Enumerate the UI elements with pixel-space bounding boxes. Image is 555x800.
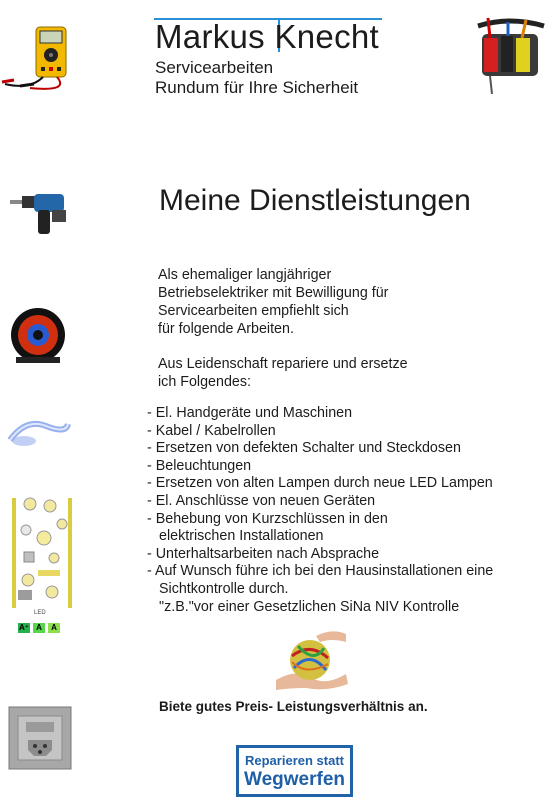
repair-badge	[236, 745, 353, 797]
list-item: - El. Handgeräte und Maschinen	[147, 405, 353, 421]
intro-line-3: Servicearbeiten empfiehlt sich	[158, 303, 349, 319]
list-item: - Behebung von Kurzschlüssen in den	[147, 510, 388, 527]
list-item-continuation: "z.B."vor einer Gesetzlichen SiNa NIV Kontrolle	[159, 598, 460, 615]
services-list	[147, 405, 493, 616]
led-lamps-image	[10, 494, 74, 618]
energy-label-a-2: A	[48, 623, 60, 633]
page-title: Meine Dienstleistungen	[159, 184, 471, 217]
list-item: - Ersetzen von defekten Schalter und Steckdosen	[147, 440, 461, 457]
drill-image	[8, 190, 70, 238]
multimeter-image	[0, 22, 90, 97]
closing-statement: Biete gutes Preis- Leistungsverhältnis an.	[159, 699, 428, 714]
badge-line-1: Reparieren statt	[245, 753, 344, 768]
wall-socket-image	[8, 706, 72, 770]
cable-ball-hands-image	[276, 628, 348, 690]
cable-reel-image	[8, 305, 68, 365]
list-item: - Unterhaltsarbeiten nach Absprache	[147, 545, 380, 562]
energy-label-a: A	[33, 623, 45, 633]
tagline-services: Servicearbeiten	[155, 58, 274, 77]
tool-belt-image	[470, 8, 550, 98]
led-label: LED	[34, 610, 46, 616]
brand-name: Markus Knecht	[155, 18, 379, 55]
tagline-safety: Rundum für Ihre Sicherheit	[155, 78, 359, 97]
intro-line-4: für folgende Arbeiten.	[158, 321, 294, 337]
passion-line-1: Aus Leidenschaft repariere und ersetze	[158, 356, 408, 372]
list-item: - Ersetzen von alten Lampen durch neue LED Lampen	[147, 475, 493, 492]
list-item: - Auf Wunsch führe ich bei den Hausinstallationen eine	[147, 563, 494, 580]
badge-line-2: Wegwerfen	[243, 769, 345, 790]
energy-label-a-plus: A⁺	[19, 623, 29, 632]
led-strip-image	[6, 414, 72, 450]
list-item: - El. Anschlüsse von neuen Geräten	[147, 492, 376, 509]
list-item: - Beleuchtungen	[147, 457, 252, 474]
passion-line-2: ich Folgendes:	[158, 374, 251, 390]
list-item-continuation: elektrischen Installationen	[159, 528, 324, 545]
list-item-continuation: Sichtkontrolle durch.	[159, 580, 289, 597]
intro-line-2: Betriebselektriker mit Bewilligung für	[158, 285, 389, 301]
list-item: - Kabel / Kabelrollen	[147, 422, 276, 439]
intro-line-1: Als ehemaliger langjähriger	[158, 267, 332, 283]
